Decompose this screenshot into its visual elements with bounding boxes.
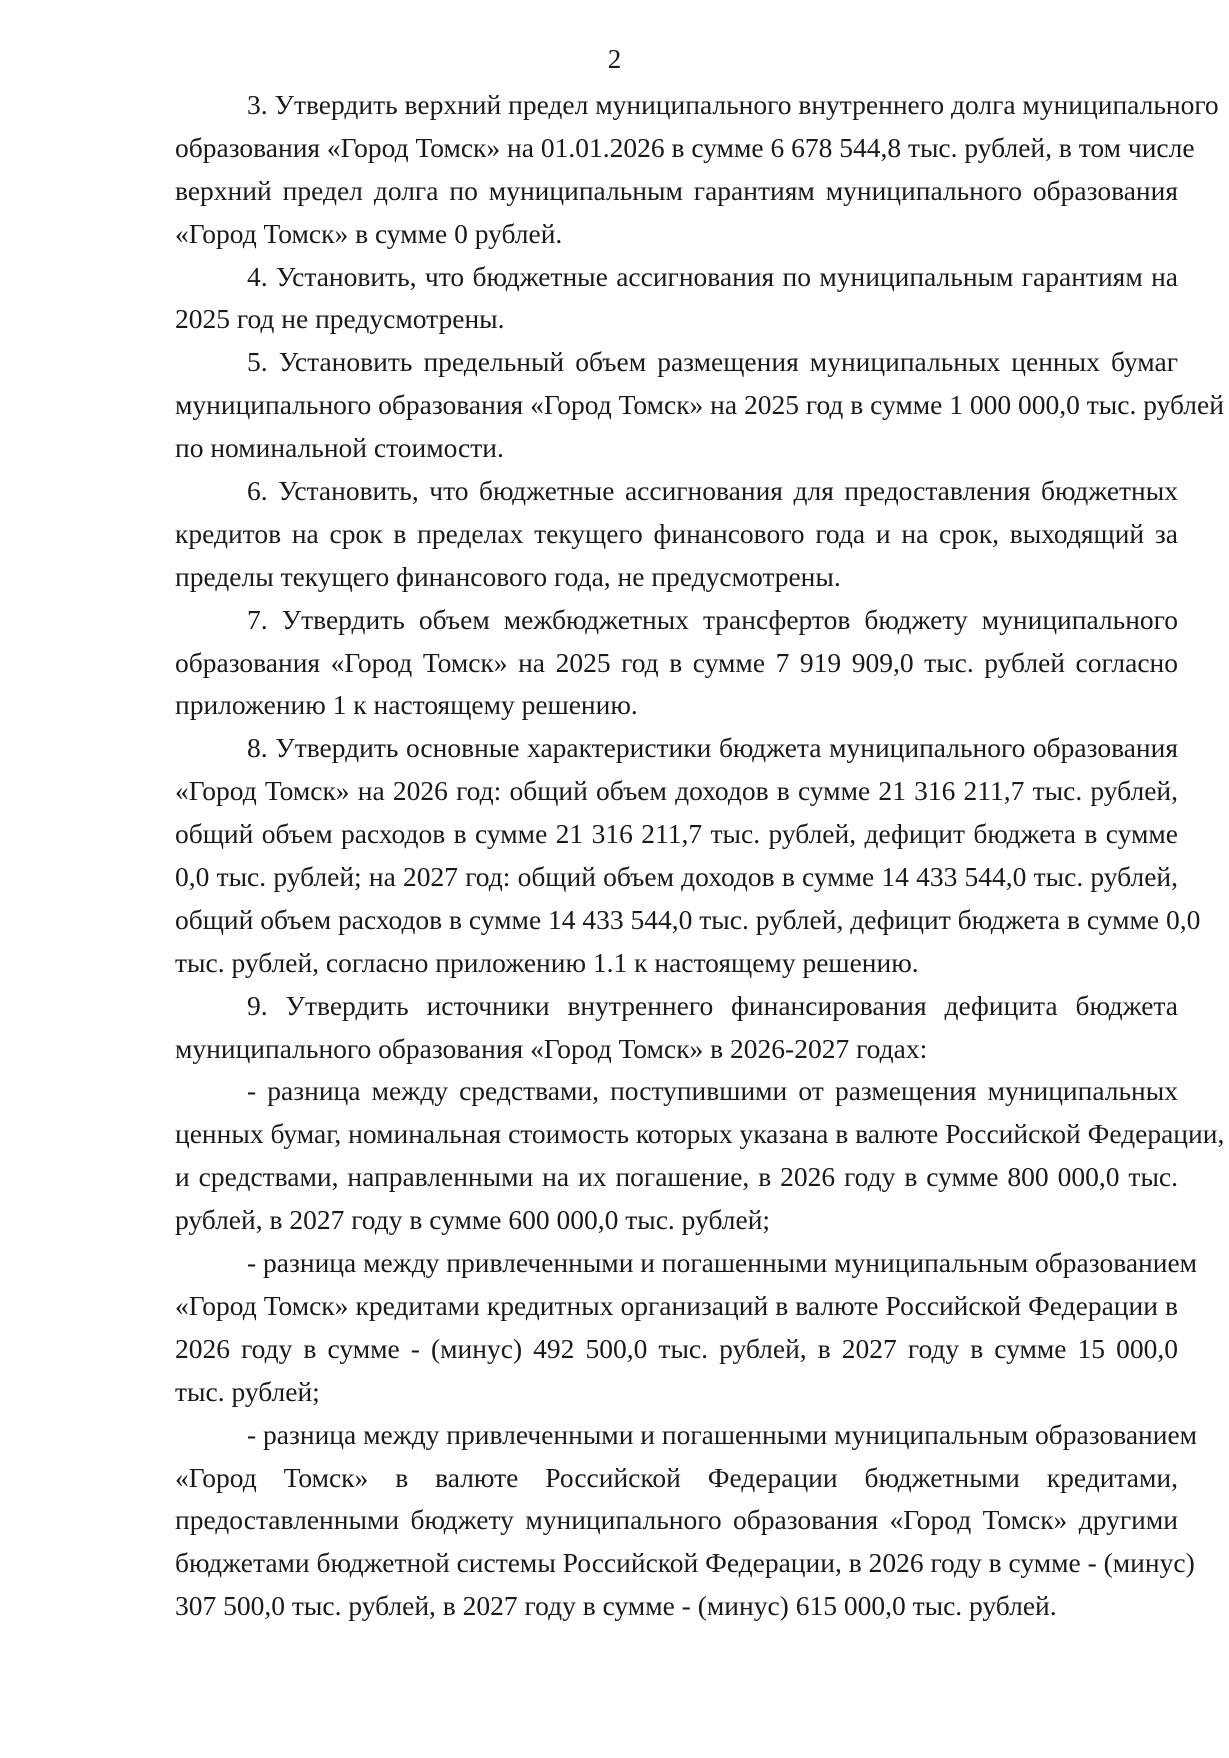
text-line: ценных бумаг, номинальная стоимость которых указана в валюте Российской Федерации, — [175, 1118, 1225, 1150]
text-line: тыс. рублей, согласно приложению 1.1 к настоящему решению. — [175, 946, 919, 978]
text-line: предоставленными бюджету муниципального образования «Город Томск» другими — [175, 1504, 1178, 1536]
text-line: тыс. рублей; — [175, 1375, 320, 1407]
paragraph — [175, 1070, 1225, 1242]
text-line: пределы текущего финансового года, не предусмотрены. — [175, 560, 841, 592]
text-line: 2026 году в сумме - (минус) 492 500,0 тыс. рублей, в 2027 году в сумме 15 000,0 — [175, 1332, 1178, 1364]
text-line: 4. Установить, что бюджетные ассигнования по муниципальным гарантиям на — [247, 260, 1178, 292]
text-line: «Город Томск» в сумме 0 рублей. — [175, 217, 563, 249]
text-line: «Город Томск» на 2026 год: общий объем доходов в сумме 21 316 211,7 тыс. рублей, — [175, 775, 1178, 807]
text-line: 8. Утвердить основные характеристики бюджета муниципального образования — [247, 732, 1178, 764]
paragraph — [175, 599, 1178, 728]
text-line: - разница между привлеченными и погашенными муниципальным образованием — [247, 1247, 1198, 1279]
text-line: рублей, в 2027 году в сумме 600 000,0 тыс. рублей; — [175, 1204, 771, 1236]
text-line: 7. Утвердить объем межбюджетных трансфертов бюджету муниципального — [247, 603, 1178, 635]
text-line: 3. Утвердить верхний предел муниципального внутреннего долга муниципального — [247, 89, 1219, 120]
text-line: 307 500,0 тыс. рублей, в 2027 году в сумме - (минус) 615 000,0 тыс. рублей. — [175, 1590, 1057, 1622]
text-line: общий объем расходов в сумме 14 433 544,0 тыс. рублей, дефицит бюджета в сумме 0,0 — [175, 903, 1201, 935]
text-line: 0,0 тыс. рублей; на 2027 год: общий объем доходов в сумме 14 433 544,0 тыс. рублей, — [175, 861, 1178, 893]
text-line: и средствами, направленными на их погашение, в 2026 году в сумме 800 000,0 тыс. — [175, 1161, 1178, 1193]
paragraph — [175, 985, 1178, 1071]
paragraph — [175, 727, 1201, 984]
text-line: «Город Томск» в валюте Российской Федерации бюджетными кредитами, — [175, 1461, 1178, 1493]
text-line: - разница между средствами, поступившими от размещения муниципальных — [247, 1075, 1178, 1107]
paragraph — [175, 256, 1178, 342]
text-line: верхний предел долга по муниципальным гарантиям муниципального образования — [175, 174, 1178, 206]
paragraph — [175, 1414, 1198, 1628]
text-line: 5. Установить предельный объем размещения муниципальных ценных бумаг — [247, 346, 1178, 378]
text-line: по номинальной стоимости. — [175, 432, 504, 464]
text-line: 6. Установить, что бюджетные ассигнования для предоставления бюджетных — [247, 475, 1178, 507]
text-line: «Город Томск» кредитами кредитных организаций в валюте Российской Федерации в — [175, 1289, 1178, 1321]
document-body — [175, 84, 1225, 1628]
text-line: общий объем расходов в сумме 21 316 211,7 тыс. рублей, дефицит бюджета в сумме — [175, 818, 1178, 850]
text-line: образования «Город Томск» на 01.01.2026 в сумме 6 678 544,8 тыс. рублей, в том числе — [175, 131, 1195, 163]
text-line: 9. Утвердить источники внутреннего финансирования дефицита бюджета — [247, 989, 1178, 1021]
text-line: - разница между привлеченными и погашенными муниципальным образованием — [247, 1418, 1198, 1450]
text-line: 2025 год не предусмотрены. — [175, 303, 505, 335]
paragraph — [175, 470, 1178, 599]
paragraph — [175, 341, 1224, 470]
text-line: кредитов на срок в пределах текущего финансового года и на срок, выходящий за — [175, 517, 1178, 549]
text-line: муниципального образования «Город Томск» в 2026-2027 годах: — [175, 1032, 928, 1064]
text-line: муниципального образования «Город Томск» на 2025 год в сумме 1 000 000,0 тыс. рублей — [175, 389, 1224, 421]
text-line: образования «Город Томск» на 2025 год в сумме 7 919 909,0 тыс. рублей согласно — [175, 646, 1178, 678]
paragraph — [175, 1242, 1198, 1414]
page-number: 2 — [607, 44, 622, 74]
text-line: приложению 1 к настоящему решению. — [175, 689, 638, 721]
paragraph — [175, 84, 1219, 256]
text-line: бюджетами бюджетной системы Российской Федерации, в 2026 году в сумме - (минус) — [175, 1547, 1195, 1579]
